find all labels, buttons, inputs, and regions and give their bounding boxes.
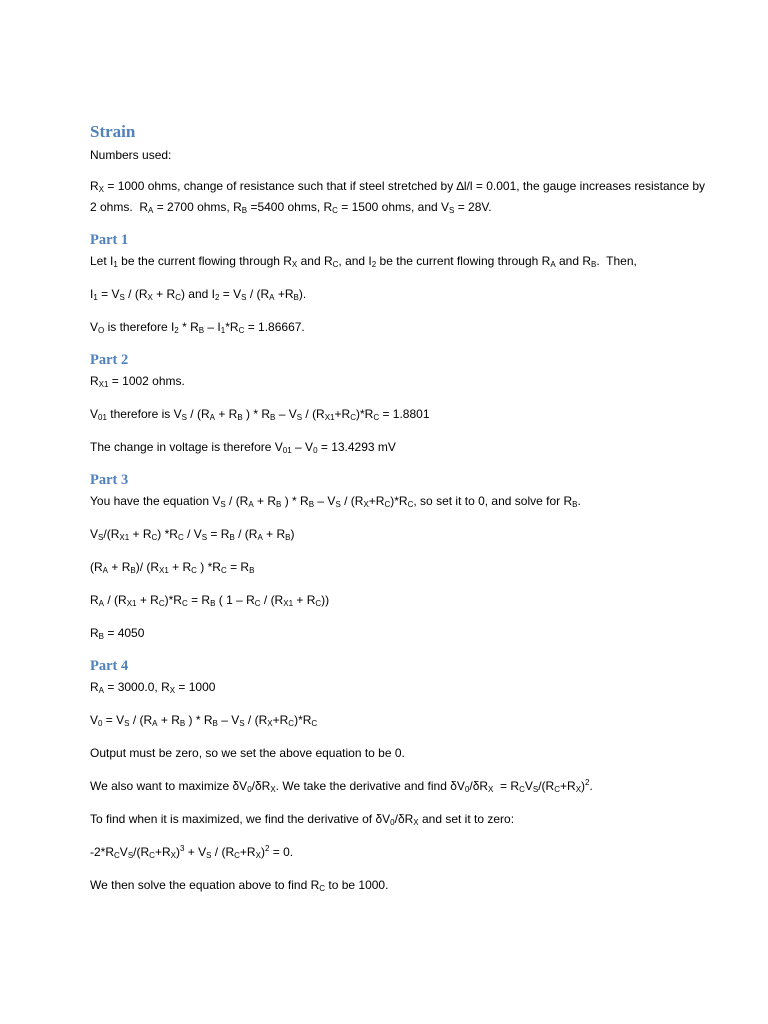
section-part-1 [90, 230, 710, 338]
part-4-paragraph: To find when it is maximized, we find the derivative of $\delta V_0/\delta R_X$ and set it to zero: [90, 812, 515, 827]
part-3-paragraph: $V_S/(R_{X1} + R_C)$ $*R_C / V_S = R_B / (R_A + R_B)$ [90, 527, 295, 542]
part-4-paragraph: We then solve the equation above to find $R_C$ to be 1000. [90, 878, 389, 893]
section-part-3 [90, 470, 710, 644]
document-title: Strain [90, 122, 136, 141]
section-part-2 [90, 350, 710, 458]
intro-paragraph: $R_X = 1000$ ohms, change of resistance such that if steel stretched by ∆l/l = 0.001, the gauge increases resistance by 2 ohms. $R_A = 2700$ ohms, $R_B =5400$ ohms, $R_C = 1500$ ohms, and $V_S = 28V$. [90, 179, 709, 215]
part-1-paragraph: $V_O$ is therefore $I_2 * R_B - I_1*R_C = 1.86667$. [90, 320, 305, 335]
part-4-paragraph: Output must be zero, so we set the above equation to be 0. [90, 746, 405, 760]
part-1-heading: Part 1 [90, 232, 129, 248]
part-2-paragraph: $R_{X1} = 1002$ ohms. [90, 374, 185, 389]
part-1-paragraph: $I_1 = V_S / (R_X + R_C)$ and $I_2 = V_S / (R_A +R_B)$. [90, 287, 307, 302]
part-4-paragraph: $R_A = 3000.0$, $R_X = 1000$ [90, 680, 216, 695]
document-page [90, 122, 710, 908]
part-1-paragraph: Let $I_1$ be the current flowing through $R_X$ and $R_C$, and $I_2$ be the current flowing through $R_A$ and $R_B$. Then, [90, 254, 637, 269]
part-4-paragraph: $V_0 = V_S / (R_A + R_B$ ) * $R_B - V_S / (R_X+R_C)*R_C$ [90, 713, 318, 728]
part-3-heading: Part 3 [90, 472, 129, 488]
part-4-paragraph: We also want to maximize $\delta V_0/\delta R_X$. We take the derivative and find $\delta V_0/\delta R_X = R_CV_S/(R_C+R_X)^2$. [90, 778, 593, 794]
part-4-paragraph: $-2*R_CV_S/(R_C+R_X)^3 + V_S / (R_C+R_X)^2 = 0$. [90, 844, 294, 860]
part-2-paragraph: $V_{01}$ therefore is $V_S / (R_A + R_B$ ) * $R_B - V_S / (R_{X1}+R_C)*R_C = 1.8801$ [90, 407, 430, 422]
part-3-paragraph: $R_A / (R_{X1} + R_C)*R_C = R_B$ ( $1 - R_C / (R_{X1} + R_C)$) [90, 593, 330, 608]
part-2-paragraph: The change in voltage is therefore $V_{01} - V_0 = 13.4293$ mV [90, 440, 396, 455]
section-part-4 [90, 656, 710, 896]
part-3-paragraph: $(R_A + R_B)/$ ($R_{X1} + R_C$ ) $*R_C = R_B$ [90, 560, 255, 575]
part-2-heading: Part 2 [90, 352, 129, 368]
part-4-heading: Part 4 [90, 658, 129, 674]
part-3-paragraph: $R_B = 4050$ [90, 626, 145, 641]
part-3-paragraph: You have the equation $V_S / (R_A + R_B$ ) * $R_B - V_S / (R_X+R_C)*R_C$, so set it to 0, and solve for $R_B$. [90, 494, 581, 509]
numbers-used-label: Numbers used: [90, 148, 172, 162]
